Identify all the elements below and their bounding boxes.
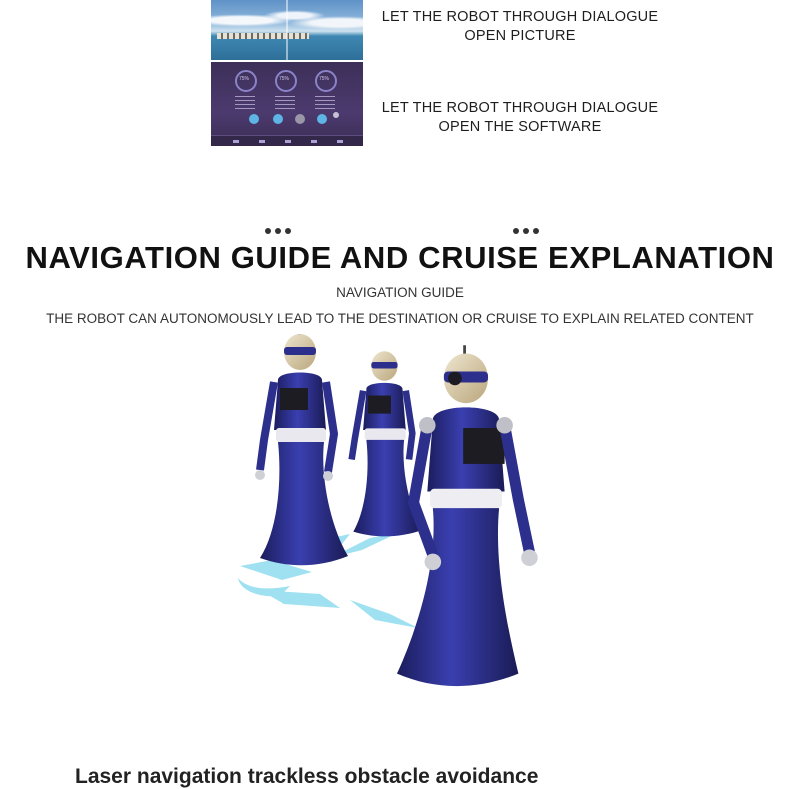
dial-icon [235,70,257,92]
section-description: THE ROBOT CAN AUTONOMOUSLY LEAD TO THE DESTINATION OR CRUISE TO EXPLAIN RELATED CONTENT [46,311,754,326]
tab-icon [259,140,265,143]
robot-figure [397,345,538,686]
info-lines [235,96,255,110]
feature-title: Laser navigation trackless obstacle avoidance [75,765,539,788]
navigation-robots-illustration [200,328,600,698]
dial-icon [275,70,297,92]
caption-line: OPEN THE SOFTWARE [438,119,602,135]
tab-icon [285,140,291,143]
software-ui-thumbnail [211,62,363,146]
app-icon [249,114,259,124]
pier [217,33,309,39]
tab-icon [311,140,317,143]
app-icon [273,114,283,124]
info-lines [315,96,335,110]
feature-caption [380,99,660,137]
image-divider [286,0,288,60]
dial-icon [315,70,337,92]
app-icon [317,114,327,124]
feature-caption [380,8,660,46]
caption-line: LET THE ROBOT THROUGH DIALOGUE [381,100,659,116]
tab-icon [233,140,239,143]
seaside-picture-thumbnail [211,0,363,60]
tab-icon [337,140,343,143]
caption-line: OPEN PICTURE [464,28,576,44]
robot-figure [255,334,348,565]
app-icon [333,112,339,118]
section-title: NAVIGATION GUIDE AND CRUISE EXPLANATION [25,240,775,275]
dial-label: 75% [279,76,290,82]
caption-line: LET THE ROBOT THROUGH DIALOGUE [381,9,659,25]
dial-label: 75% [319,76,330,82]
app-icon [295,114,305,124]
info-lines [275,96,295,110]
ellipsis-icon [513,228,541,236]
section-subtitle: NAVIGATION GUIDE [336,285,464,300]
ellipsis-icon [265,228,293,236]
ui-tab-bar [211,135,363,146]
dial-label: 75% [239,76,250,82]
